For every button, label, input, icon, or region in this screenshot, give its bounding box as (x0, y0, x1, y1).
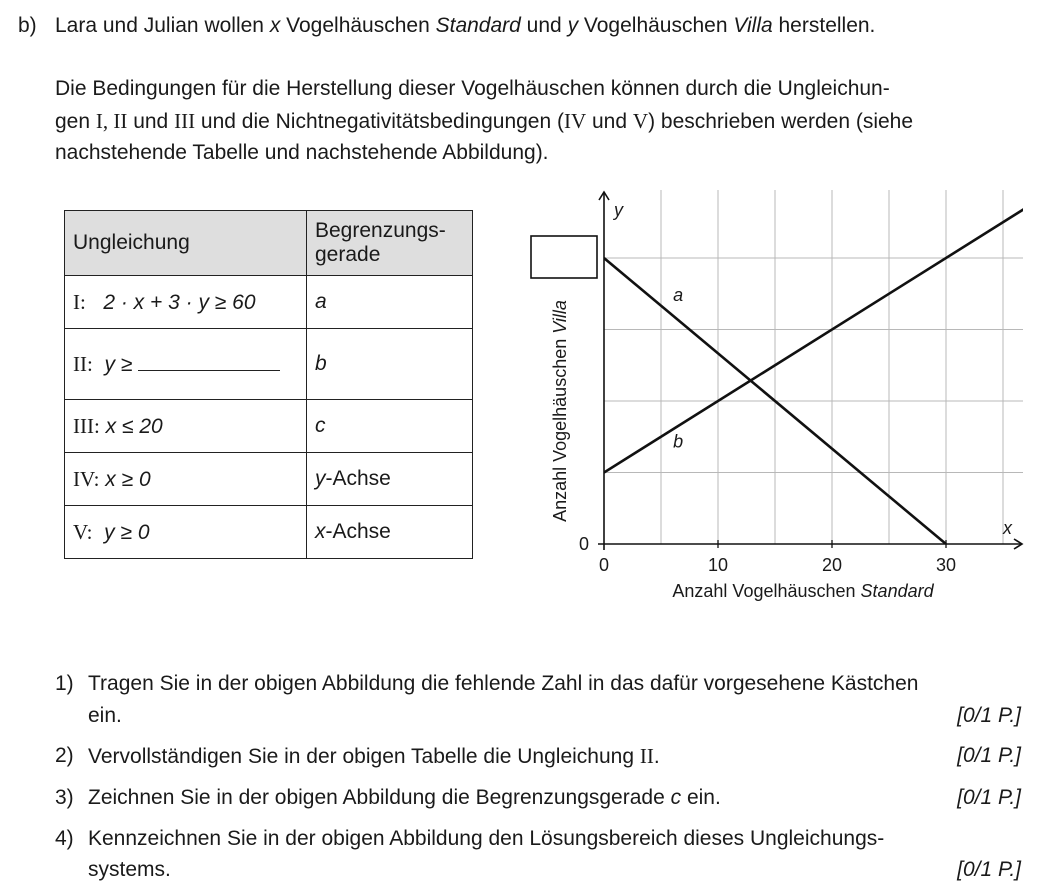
table-row (65, 329, 473, 400)
table-row (65, 276, 473, 329)
roman-numerals: III (174, 109, 196, 133)
para-part: und die Nichtnegativitätsbedingungen ( (195, 110, 564, 133)
intro-part: und (520, 14, 568, 37)
line-label-a: a (673, 284, 684, 305)
question-1-line-1: Tragen Sie in der obigen Abbildung die fehlende Zahl in das dafür vorgesehene Kästchen (88, 672, 919, 695)
roman-numeral: II (639, 744, 654, 768)
x-tick-label: 10 (707, 555, 729, 575)
line-cell (307, 506, 473, 559)
question-2-text (88, 744, 660, 769)
row-inequality: y ≥ 0 (104, 520, 150, 544)
line-cell (307, 453, 473, 506)
question-points: [0/1 P.] (957, 744, 1021, 767)
question-4-line-2: systems. (88, 858, 171, 881)
task-label: b) (18, 14, 37, 37)
question-number: 4) (55, 827, 74, 850)
header-line-1: Begrenzungs- (315, 219, 446, 242)
row-inequality: 2 · x + 3 · y ≥ 60 (103, 290, 256, 314)
para-part: gen (55, 110, 96, 133)
constraint-chart (530, 185, 1030, 610)
header-begrenzungsgerade (307, 211, 473, 276)
inequality-table (64, 210, 473, 559)
q-part: . (653, 745, 660, 768)
row-line: b (315, 352, 327, 375)
paragraph-line-3: nachstehende Tabelle und nachstehende Abbildung). (55, 141, 549, 164)
question-3-text (88, 786, 721, 810)
x-tick-label: 0 (598, 555, 610, 575)
question-points: [0/1 P.] (957, 858, 1021, 881)
question-points: [0/1 P.] (957, 704, 1021, 727)
row-roman: II: (73, 351, 93, 376)
header-ungleichung: Ungleichung (65, 211, 307, 276)
intro-part: Vogelhäuschen (280, 14, 436, 37)
row-line-rest: -Achse (325, 520, 391, 543)
row-inequality: x ≥ 0 (105, 467, 151, 491)
roman-numerals: I, II (95, 109, 128, 133)
answer-blank[interactable] (138, 352, 280, 371)
roman-numerals: IV (564, 109, 587, 133)
x-tick-label: 20 (821, 555, 843, 575)
q-part: Zeichnen Sie in der obigen Abbildung die Begrenzungsgerade (88, 786, 671, 809)
row-inequality: x ≤ 20 (105, 414, 163, 438)
var-y: y (567, 14, 579, 37)
table-row (65, 400, 473, 453)
table-row (65, 506, 473, 559)
question-points: [0/1 P.] (957, 786, 1021, 809)
roman-numerals: V (632, 109, 649, 133)
question-number: 1) (55, 672, 74, 695)
var-x: x (269, 14, 281, 37)
x-variable-label: x (1003, 518, 1012, 538)
row-line: c (315, 414, 326, 437)
intro-part: herstellen. (772, 14, 876, 37)
term-villa: Villa (733, 14, 773, 37)
row-roman: V: (73, 519, 93, 544)
y-variable-label: y (614, 200, 623, 220)
y-tick-label: 0 (578, 534, 589, 554)
inequality-cell (65, 276, 307, 329)
paragraph-line-2 (55, 109, 913, 134)
q-part: Vervollständigen Sie in der obigen Tabelle die Ungleichung (88, 745, 640, 768)
paragraph-line-1: Die Bedingungen für die Herstellung dieser Vogelhäuschen können durch die Ungleichun- (55, 77, 890, 100)
question-number: 3) (55, 786, 74, 809)
row-inequality: y ≥ (104, 352, 133, 376)
inequality-cell (65, 506, 307, 559)
line-cell (307, 400, 473, 453)
row-line-var: x (315, 520, 326, 543)
table-header-row (65, 211, 473, 276)
table-row (65, 453, 473, 506)
var-c: c (670, 786, 682, 809)
row-roman: III: (73, 413, 100, 438)
question-number: 2) (55, 744, 74, 767)
line-cell (307, 276, 473, 329)
inequality-cell (65, 400, 307, 453)
line-label-b: b (673, 431, 684, 452)
line-cell (307, 329, 473, 400)
para-part: und (127, 110, 175, 133)
row-roman: I: (73, 289, 86, 314)
intro-part: Lara und Julian wollen (55, 14, 270, 37)
x-axis-label: Anzahl Vogelhäuschen Standard (672, 581, 934, 601)
para-part: ) beschrieben werden (siehe (648, 110, 914, 133)
term-standard: Standard (435, 14, 521, 37)
y-axis-label: Anzahl Vogelhäuschen Villa (550, 300, 570, 522)
inequality-cell (65, 453, 307, 506)
question-1-line-2: ein. (88, 704, 122, 727)
row-roman: IV: (73, 466, 100, 491)
row-line-rest: -Achse (325, 467, 391, 490)
row-line-var: y (315, 467, 326, 490)
row-line: a (315, 290, 327, 313)
q-part: ein. (681, 786, 721, 809)
inequality-cell (65, 329, 307, 400)
answer-box[interactable] (531, 236, 597, 278)
header-line-2: gerade (315, 243, 381, 266)
question-4-line-1: Kennzeichnen Sie in der obigen Abbildung den Lösungsbereich dieses Ungleichungs- (88, 827, 885, 850)
intro-part: Vogelhäuschen (578, 14, 734, 37)
para-part: und (586, 110, 633, 133)
x-tick-label: 30 (935, 555, 957, 575)
task-intro (55, 14, 875, 38)
